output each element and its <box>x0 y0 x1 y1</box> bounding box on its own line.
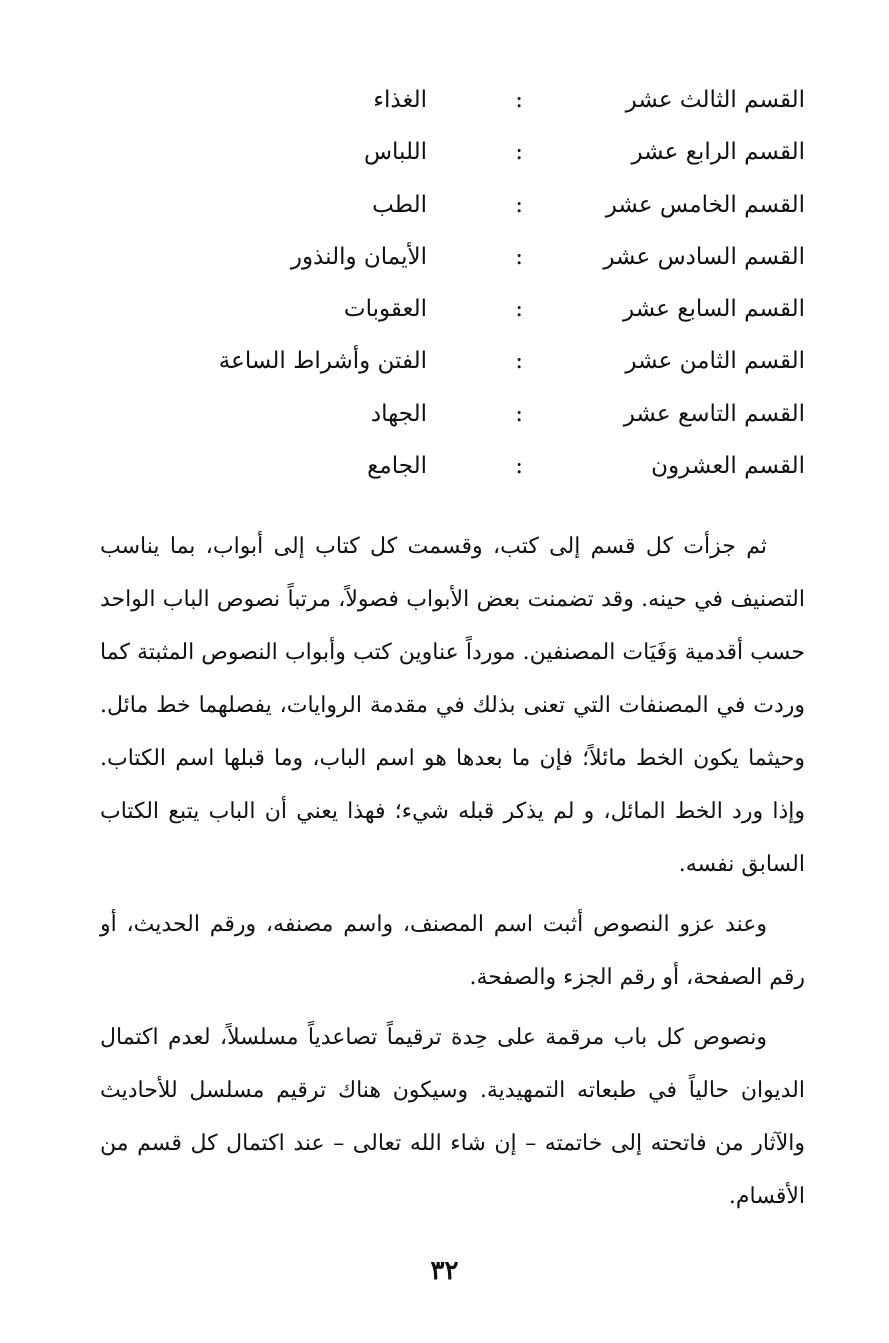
section-topic: اللباس <box>363 139 427 166</box>
section-separator: : <box>515 87 523 113</box>
section-topic: الغذاء <box>373 87 427 113</box>
body-text <box>100 520 805 1230</box>
section-topic: الجهاد <box>370 400 427 427</box>
section-topic: الطب <box>372 191 427 218</box>
page-number: ٣٢ <box>430 1256 459 1286</box>
paragraph-division: ثم جزأت كل قسم إلى كتب، وقسمت كل كتاب إلى أبواب، بما يناسب التصنيف في حينه. وقد تضمنت بعض الأبواب فصولاً، مرتباً نصوص الباب الواحد حسب أقدمية وَفَيَات المصنفين. مورداً عناوين كتب وأبواب النصوص المثبتة كما وردت في المصنفات التي تعنى بذلك في مقدمة الروايات، يفصلهما خط مائل. وحيثما يكون الخط مائلاً؛ فإن ما بعدها هو اسم الباب، وما قبلها اسم الكتاب. وإذا ورد الخط المائل، و لم يذكر قبله شيء؛ فهذا يعني أن الباب يتبع الكتاب السابق نفسه. <box>100 534 805 877</box>
section-row <box>205 235 805 287</box>
section-topic: الجامع <box>367 453 427 480</box>
paragraph-attribution: وعند عزو النصوص أثبت اسم المصنف، واسم مصنفه، ورقم الحديث، أو رقم الصفحة، أو رقم الجزء والصفحة. <box>100 912 805 990</box>
section-separator: : <box>515 400 523 427</box>
section-name: القسم السابع عشر <box>623 296 805 323</box>
section-row <box>205 287 805 339</box>
section-topic: الفتن وأشراط الساعة <box>218 348 427 375</box>
section-separator: : <box>515 191 523 218</box>
section-row <box>205 339 805 391</box>
section-topic: العقوبات <box>343 296 427 323</box>
section-row <box>205 444 805 496</box>
section-separator: : <box>515 139 523 166</box>
section-row <box>205 130 805 182</box>
section-row <box>205 78 805 130</box>
section-name: القسم السادس عشر <box>603 243 805 270</box>
section-separator: : <box>515 348 523 375</box>
section-name: القسم الرابع عشر <box>631 139 805 166</box>
sections-list <box>205 78 805 496</box>
section-row <box>205 392 805 444</box>
section-name: القسم الخامس عشر <box>605 191 805 218</box>
section-separator: : <box>515 296 523 323</box>
section-name: القسم الثامن عشر <box>625 348 805 375</box>
section-separator: : <box>515 243 523 270</box>
section-name: القسم الثالث عشر <box>625 87 805 113</box>
section-name: القسم العشرون <box>651 453 805 480</box>
paragraph-numbering: ونصوص كل باب مرقمة على حِدة ترقيماً تصاعدياً مسلسلاً، لعدم اكتمال الديوان حالياً في طبعاته التمهيدية. وسيكون هناك ترقيم مسلسل للأحاديث والآثار من فاتحته إلى خاتمته – إن شاء الله تعالى – عند اكتمال كل قسم من الأقسام. <box>100 1025 805 1209</box>
section-topic: الأيمان والنذور <box>290 243 427 270</box>
section-separator: : <box>515 453 523 480</box>
section-row <box>205 183 805 235</box>
section-name: القسم التاسع عشر <box>623 400 805 427</box>
